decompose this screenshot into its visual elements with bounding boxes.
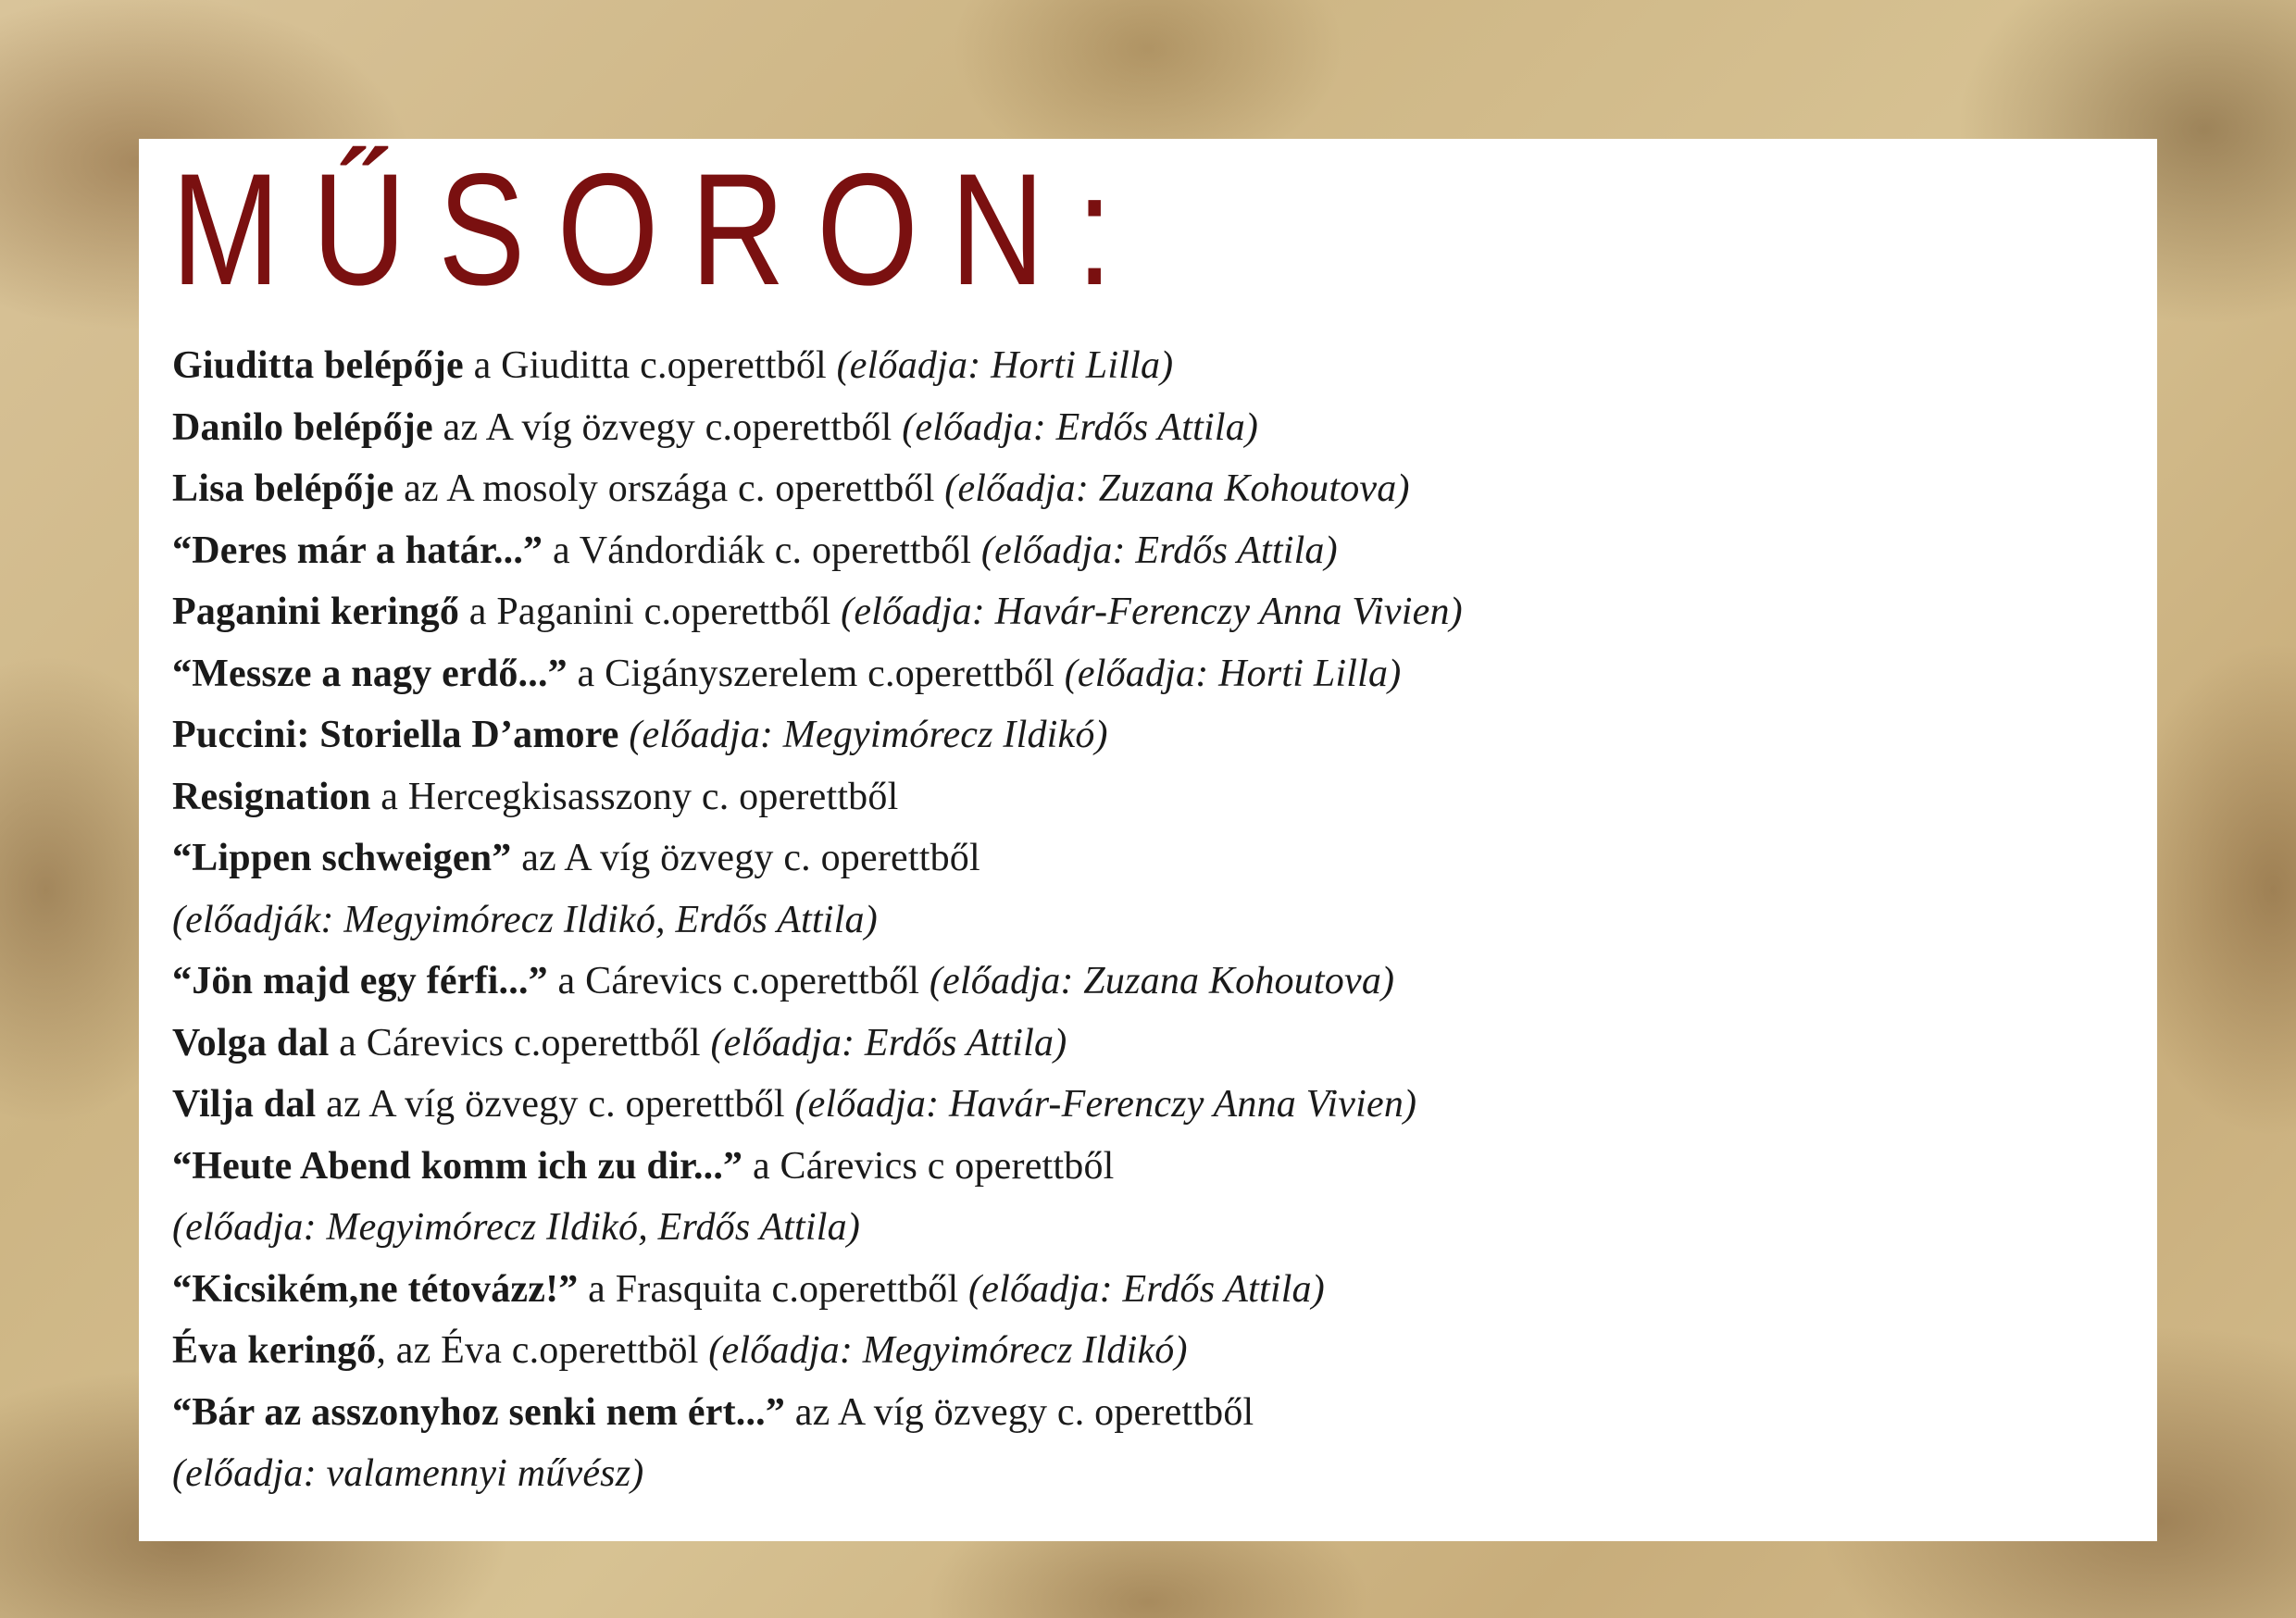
piece-source: a Cárevics c.operettből	[329, 1021, 711, 1064]
program-item	[172, 704, 1463, 766]
piece-performer: (előadja: Erdős Attila)	[710, 1021, 1067, 1064]
piece-source: a Cárevics c.operettből	[547, 960, 930, 1002]
piece-title: Vilja dal	[172, 1083, 317, 1126]
piece-title: Puccini: Storiella D’amore	[172, 714, 619, 756]
piece-performer: (előadja: Megyimórecz Ildikó, Erdős Attila)	[172, 1206, 861, 1249]
piece-title: “Kicsikém,ne tétovázz!”	[172, 1267, 579, 1311]
piece-source: az A víg özvegy c. operettből	[511, 837, 980, 879]
piece-performer: (előadja: Megyimórecz Ildikó)	[629, 714, 1108, 756]
program-item	[172, 1320, 1463, 1382]
piece-performer: (előadja: Zuzana Kohoutova)	[929, 960, 1395, 1002]
program-item	[172, 1197, 1463, 1259]
program-item	[172, 1136, 1463, 1198]
program-item	[172, 458, 1463, 520]
program-list	[172, 335, 1463, 1505]
program-item	[172, 1382, 1463, 1444]
program-item	[172, 335, 1463, 397]
program-item	[172, 951, 1463, 1013]
piece-source: a Paganini c.operettből	[459, 591, 842, 633]
piece-title: “Lippen schweigen”	[172, 837, 512, 879]
program-item	[172, 397, 1463, 459]
piece-performer: (előadja: Horti Lilla)	[1064, 652, 1402, 695]
piece-performer: (előadja: Havár-Ferenczy Anna Vivien)	[841, 591, 1463, 633]
piece-performer: (előadja: Erdős Attila)	[902, 405, 1259, 449]
piece-source: a Cigányszerelem c.operettből	[567, 652, 1065, 695]
piece-source: az A mosoly országa c. operettből	[393, 467, 945, 510]
piece-source: a Frasquita c.operettből	[578, 1267, 969, 1311]
piece-title: Giuditta belépője	[172, 344, 464, 387]
piece-performer: (előadják: Megyimórecz Ildikó, Erdős Attila)	[172, 898, 878, 941]
piece-performer: (előadja: Erdős Attila)	[980, 529, 1338, 572]
piece-performer: (előadja: Erdős Attila)	[968, 1267, 1325, 1311]
piece-source: az A víg özvegy c.operettből	[432, 405, 903, 449]
program-item	[172, 1074, 1463, 1136]
piece-title: “Bár az asszonyhoz senki nem ért...”	[172, 1390, 786, 1434]
piece-title: “Messze a nagy erdő...”	[172, 652, 568, 695]
program-item	[172, 1013, 1463, 1075]
program-item	[172, 581, 1463, 643]
piece-source: az A víg özvegy c. operettből	[316, 1083, 795, 1126]
piece-source: a Giuditta c.operettből	[463, 344, 837, 387]
piece-source: , az Éva c.operettböl	[376, 1329, 709, 1372]
piece-title: Éva keringő	[172, 1329, 377, 1372]
piece-source	[619, 714, 630, 756]
program-item	[172, 828, 1463, 890]
piece-title: “Jön majd egy férfi...”	[172, 960, 548, 1002]
piece-title: Paganini keringő	[172, 591, 460, 633]
piece-title: Volga dal	[172, 1021, 330, 1064]
piece-title: Danilo belépője	[172, 405, 433, 449]
piece-source: az A víg özvegy c. operettből	[785, 1390, 1254, 1434]
piece-source: a Hercegkisasszony c. operettből	[370, 775, 899, 818]
piece-performer: (előadja: valamennyi művész)	[172, 1452, 644, 1495]
piece-title: Resignation	[172, 775, 371, 818]
piece-performer: (előadja: Horti Lilla)	[836, 344, 1174, 387]
program-item	[172, 766, 1463, 828]
program-item	[172, 1259, 1463, 1321]
piece-title: Lisa belépője	[172, 467, 394, 510]
program-item	[172, 890, 1463, 952]
program-item	[172, 1443, 1463, 1505]
program-item	[172, 643, 1463, 705]
piece-source: a Vándordiák c. operettből	[543, 529, 981, 572]
program-item	[172, 520, 1463, 582]
piece-source: a Cárevics c operettből	[742, 1144, 1115, 1188]
piece-title: “Heute Abend komm ich zu dir...”	[172, 1144, 743, 1188]
piece-performer: (előadja: Zuzana Kohoutova)	[944, 467, 1410, 510]
page-title: MŰSORON:	[171, 141, 1145, 318]
program-panel	[139, 139, 2157, 1541]
piece-performer: (előadja: Havár-Ferenczy Anna Vivien)	[794, 1083, 1417, 1126]
piece-performer: (előadja: Megyimórecz Ildikó)	[708, 1329, 1188, 1372]
piece-title: “Deres már a határ...”	[172, 529, 543, 572]
